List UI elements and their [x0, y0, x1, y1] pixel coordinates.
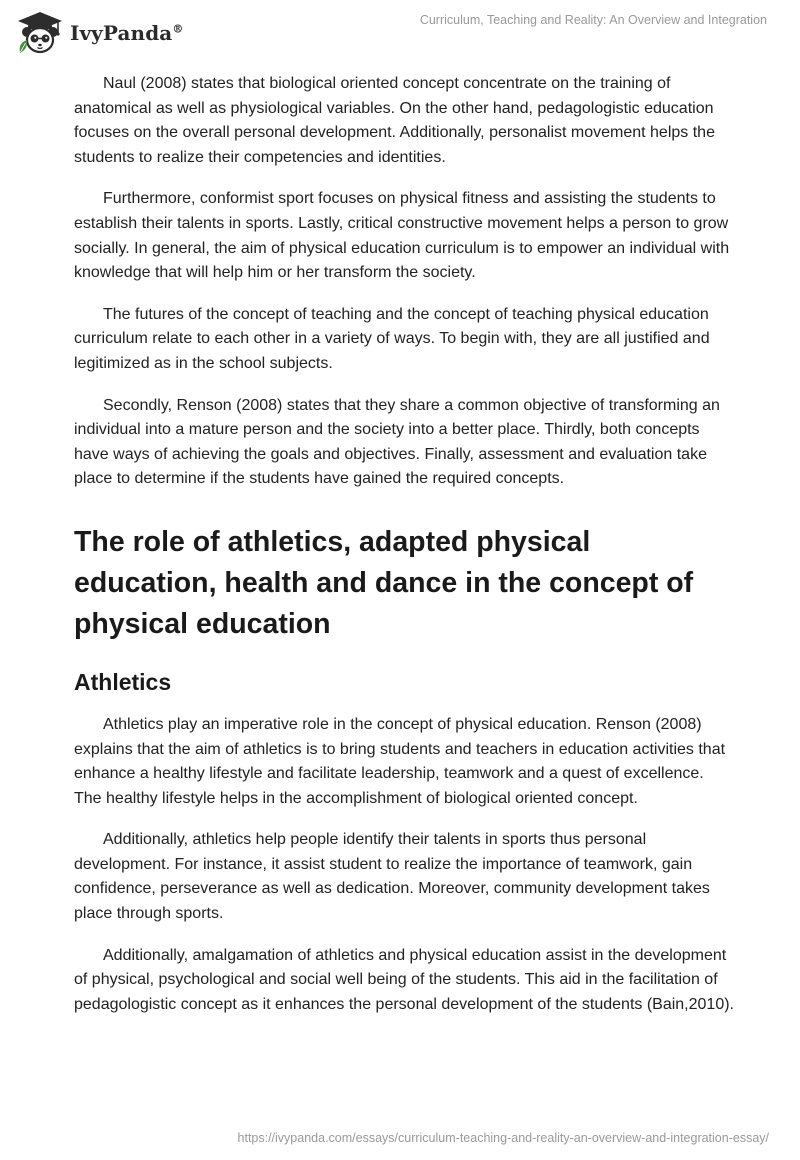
paragraph: The futures of the concept of teaching and the concept of teaching physical education curriculum relate to each other in a variety of ways. To begin with, they are all justified and legitimized as in the school subjects. — [74, 305, 710, 372]
paragraph: Naul (2008) states that biological oriented concept concentrate on the training of anatomical as well as physiological variables. On the other hand, pedagologistic education focuses on the overall personal development. Additionally, personalist movement helps the students to realize their competencies and identities. — [74, 75, 715, 166]
logo-text — [70, 21, 183, 45]
source-url[interactable]: https://ivypanda.com/essays/curriculum-teaching-and-reality-an-overview-and-integration-essay/ — [237, 1131, 769, 1145]
registered-mark: ® — [172, 22, 184, 36]
section-heading: The role of athletics, adapted physical education, health and dance in the concept of physical education — [74, 525, 694, 640]
ivypanda-logo[interactable] — [14, 9, 183, 57]
paragraph: Furthermore, conformist sport focuses on physical fitness and assisting the students to establish their talents in sports. Lastly, critical constructive movement helps a person to grow socially. In general, the aim of physical education curriculum is to empower an individual with knowledge that will help him or her transform the society. — [74, 190, 730, 282]
paragraph: Additionally, athletics help people identify their talents in sports thus personal development. For instance, it assist student to realize the importance of teamwork, gain confidence, perseverance as well as dedication. Moreover, community development takes place through sports. — [74, 831, 710, 923]
document-title: Curriculum, Teaching and Reality: An Overview and Integration — [419, 13, 767, 27]
paragraph: Athletics play an imperative role in the concept of physical education. Renson (2008) explains that the aim of athletics is to bring students and teachers in education activities that enhance a healthy lifestyle and facilitate leadership, teamwork and a quest of excellence. The healthy lifestyle helps in the accomplishment of biological oriented concept. — [74, 715, 726, 807]
paragraph: Additionally, amalgamation of athletics and physical education assist in the development of physical, psychological and social well being of the students. This aid in the facilitation of pedagologistic concept as it enhances the personal development of the students (Bain,2010). — [74, 946, 734, 1013]
page-header — [0, 0, 800, 68]
logo-wordmark: IvyPanda — [70, 21, 173, 45]
paragraph: Secondly, Renson (2008) states that they share a common objective of transforming an individual into a mature person and the society into a better place. Thirdly, both concepts have ways of achieving the goals and objectives. Finally, assessment and evaluation take place to determine if the students have gained the required concepts. — [74, 396, 720, 488]
panda-graduation-cap-icon — [14, 9, 66, 57]
sub-heading-athletics: Athletics — [74, 668, 172, 695]
essay-content — [74, 72, 734, 1034]
